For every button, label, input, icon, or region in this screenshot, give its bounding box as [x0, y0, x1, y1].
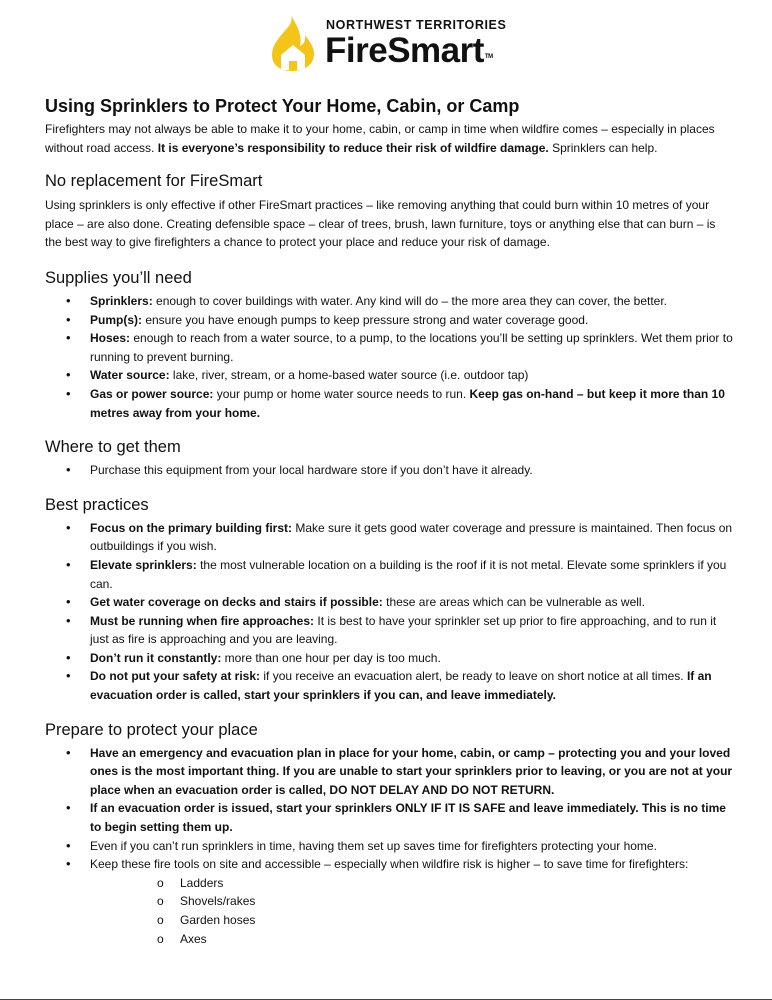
section-heading: Supplies you’ll need	[45, 268, 192, 287]
logo-brand-text: FireSmart™	[325, 31, 493, 70]
intro-paragraph: Firefighters may not always be able to make it to your home, cabin, or camp in time when wildfire comes – especially in places without road access. It is everyone’s responsibility to reduce their risk of wildfire damage. Sprinklers can help.	[45, 122, 715, 155]
list-item: • Pump(s): ensure you have enough pumps to keep pressure strong and water coverage good.	[45, 311, 735, 330]
list-item: • Elevate sprinklers: the most vulnerable location on a building is the roof if it is not metal. Elevate some sprinklers if you can.	[45, 556, 735, 593]
sub-list-item: o Garden hoses	[90, 911, 735, 930]
supplies-list	[45, 292, 735, 422]
supplies-section	[45, 267, 735, 422]
intro-section	[45, 94, 735, 157]
document-body	[45, 92, 735, 948]
list-item: • Focus on the primary building first: Make sure it gets good water coverage and pressure is maintained. Then focus on outbuildings if you wish.	[45, 519, 735, 556]
section-heading: Where to get them	[45, 438, 181, 457]
list-item: • Sprinklers: enough to cover buildings with water. Any kind will do – the more area they can cover, the better.	[45, 292, 735, 311]
fire-tools-list	[90, 874, 735, 948]
list-item: • Gas or power source: your pump or home water source needs to run. Keep gas on-hand – but keep it more than 10 metres away from your home.	[45, 385, 735, 422]
list-item: • Hoses: enough to reach from a water source, to a pump, to the locations you’ll be setting up sprinklers. Wet them prior to running to prevent burning.	[45, 329, 735, 366]
list-item: • Don’t run it constantly: more than one hour per day is too much.	[45, 649, 735, 668]
sub-list-item: o Ladders	[90, 874, 735, 893]
section-paragraph: Using sprinklers is only effective if other FireSmart practices – like removing anything that could burn within 10 metres of your place – are also done. Creating defensible space – clear of trees, brush, lawn furniture, toys or anything else that can burn – is the best way to give firefighters a chance to protect your place and reduce your risk of damage.	[45, 198, 716, 250]
list-item: • Keep these fire tools on site and accessible – especially when wildfire risk is higher – to save time for firefighters: o Ladders o Shovels/rakes o Garden hoses o Axes	[45, 855, 735, 948]
best-practices-list	[45, 519, 735, 705]
section-heading: Prepare to protect your place	[45, 720, 258, 739]
prepare-section	[45, 719, 735, 949]
list-item: • Must be running when fire approaches: It is best to have your sprinkler set up prior to fire approaching, and to run it just as fire is approaching and you are leaving.	[45, 612, 735, 649]
best-practices-section	[45, 494, 735, 705]
list-item: • Even if you can’t run sprinklers in time, having them set up saves time for firefighters protecting your home.	[45, 837, 735, 856]
logo-region-text: NORTHWEST TERRITORIES	[326, 18, 507, 32]
list-item: • Do not put your safety at risk: if you receive an evacuation alert, be ready to leave on short notice at all times. If an evacuation order is called, start your sprinklers if you can, and leave immediately.	[45, 667, 735, 704]
list-item: • Get water coverage on decks and stairs if possible: these are areas which can be vulnerable as well.	[45, 593, 735, 612]
section-heading: No replacement for FireSmart	[45, 172, 263, 191]
trademark-mark: TM	[484, 54, 493, 60]
page-title: Using Sprinklers to Protect Your Home, Cabin, or Camp	[45, 96, 520, 116]
where-section	[45, 436, 735, 480]
section-heading: Best practices	[45, 495, 149, 514]
sub-list-item: o Axes	[90, 930, 735, 949]
list-item: • Have an emergency and evacuation plan in place for your home, cabin, or camp – protecting you and your loved ones is the most important thing. If you are unable to start your sprinklers prior to leaving, or you are not at your place when an evacuation order is called, DO NOT DELAY AND DO NOT RETURN.	[45, 744, 735, 800]
list-item: • Purchase this equipment from your local hardware store if you don’t have it already.	[45, 461, 735, 480]
no-replacement-section	[45, 170, 735, 252]
flame-house-icon	[268, 14, 318, 72]
list-item: • Water source: lake, river, stream, or a home-based water source (i.e. outdoor tap)	[45, 366, 735, 385]
where-list	[45, 461, 735, 480]
prepare-list	[45, 744, 735, 949]
sub-list-item: o Shovels/rakes	[90, 892, 735, 911]
list-item: • If an evacuation order is issued, start your sprinklers ONLY IF IT IS SAFE and leave immediately. This is no time to begin setting them up.	[45, 799, 735, 836]
firesmart-logo	[268, 14, 518, 76]
